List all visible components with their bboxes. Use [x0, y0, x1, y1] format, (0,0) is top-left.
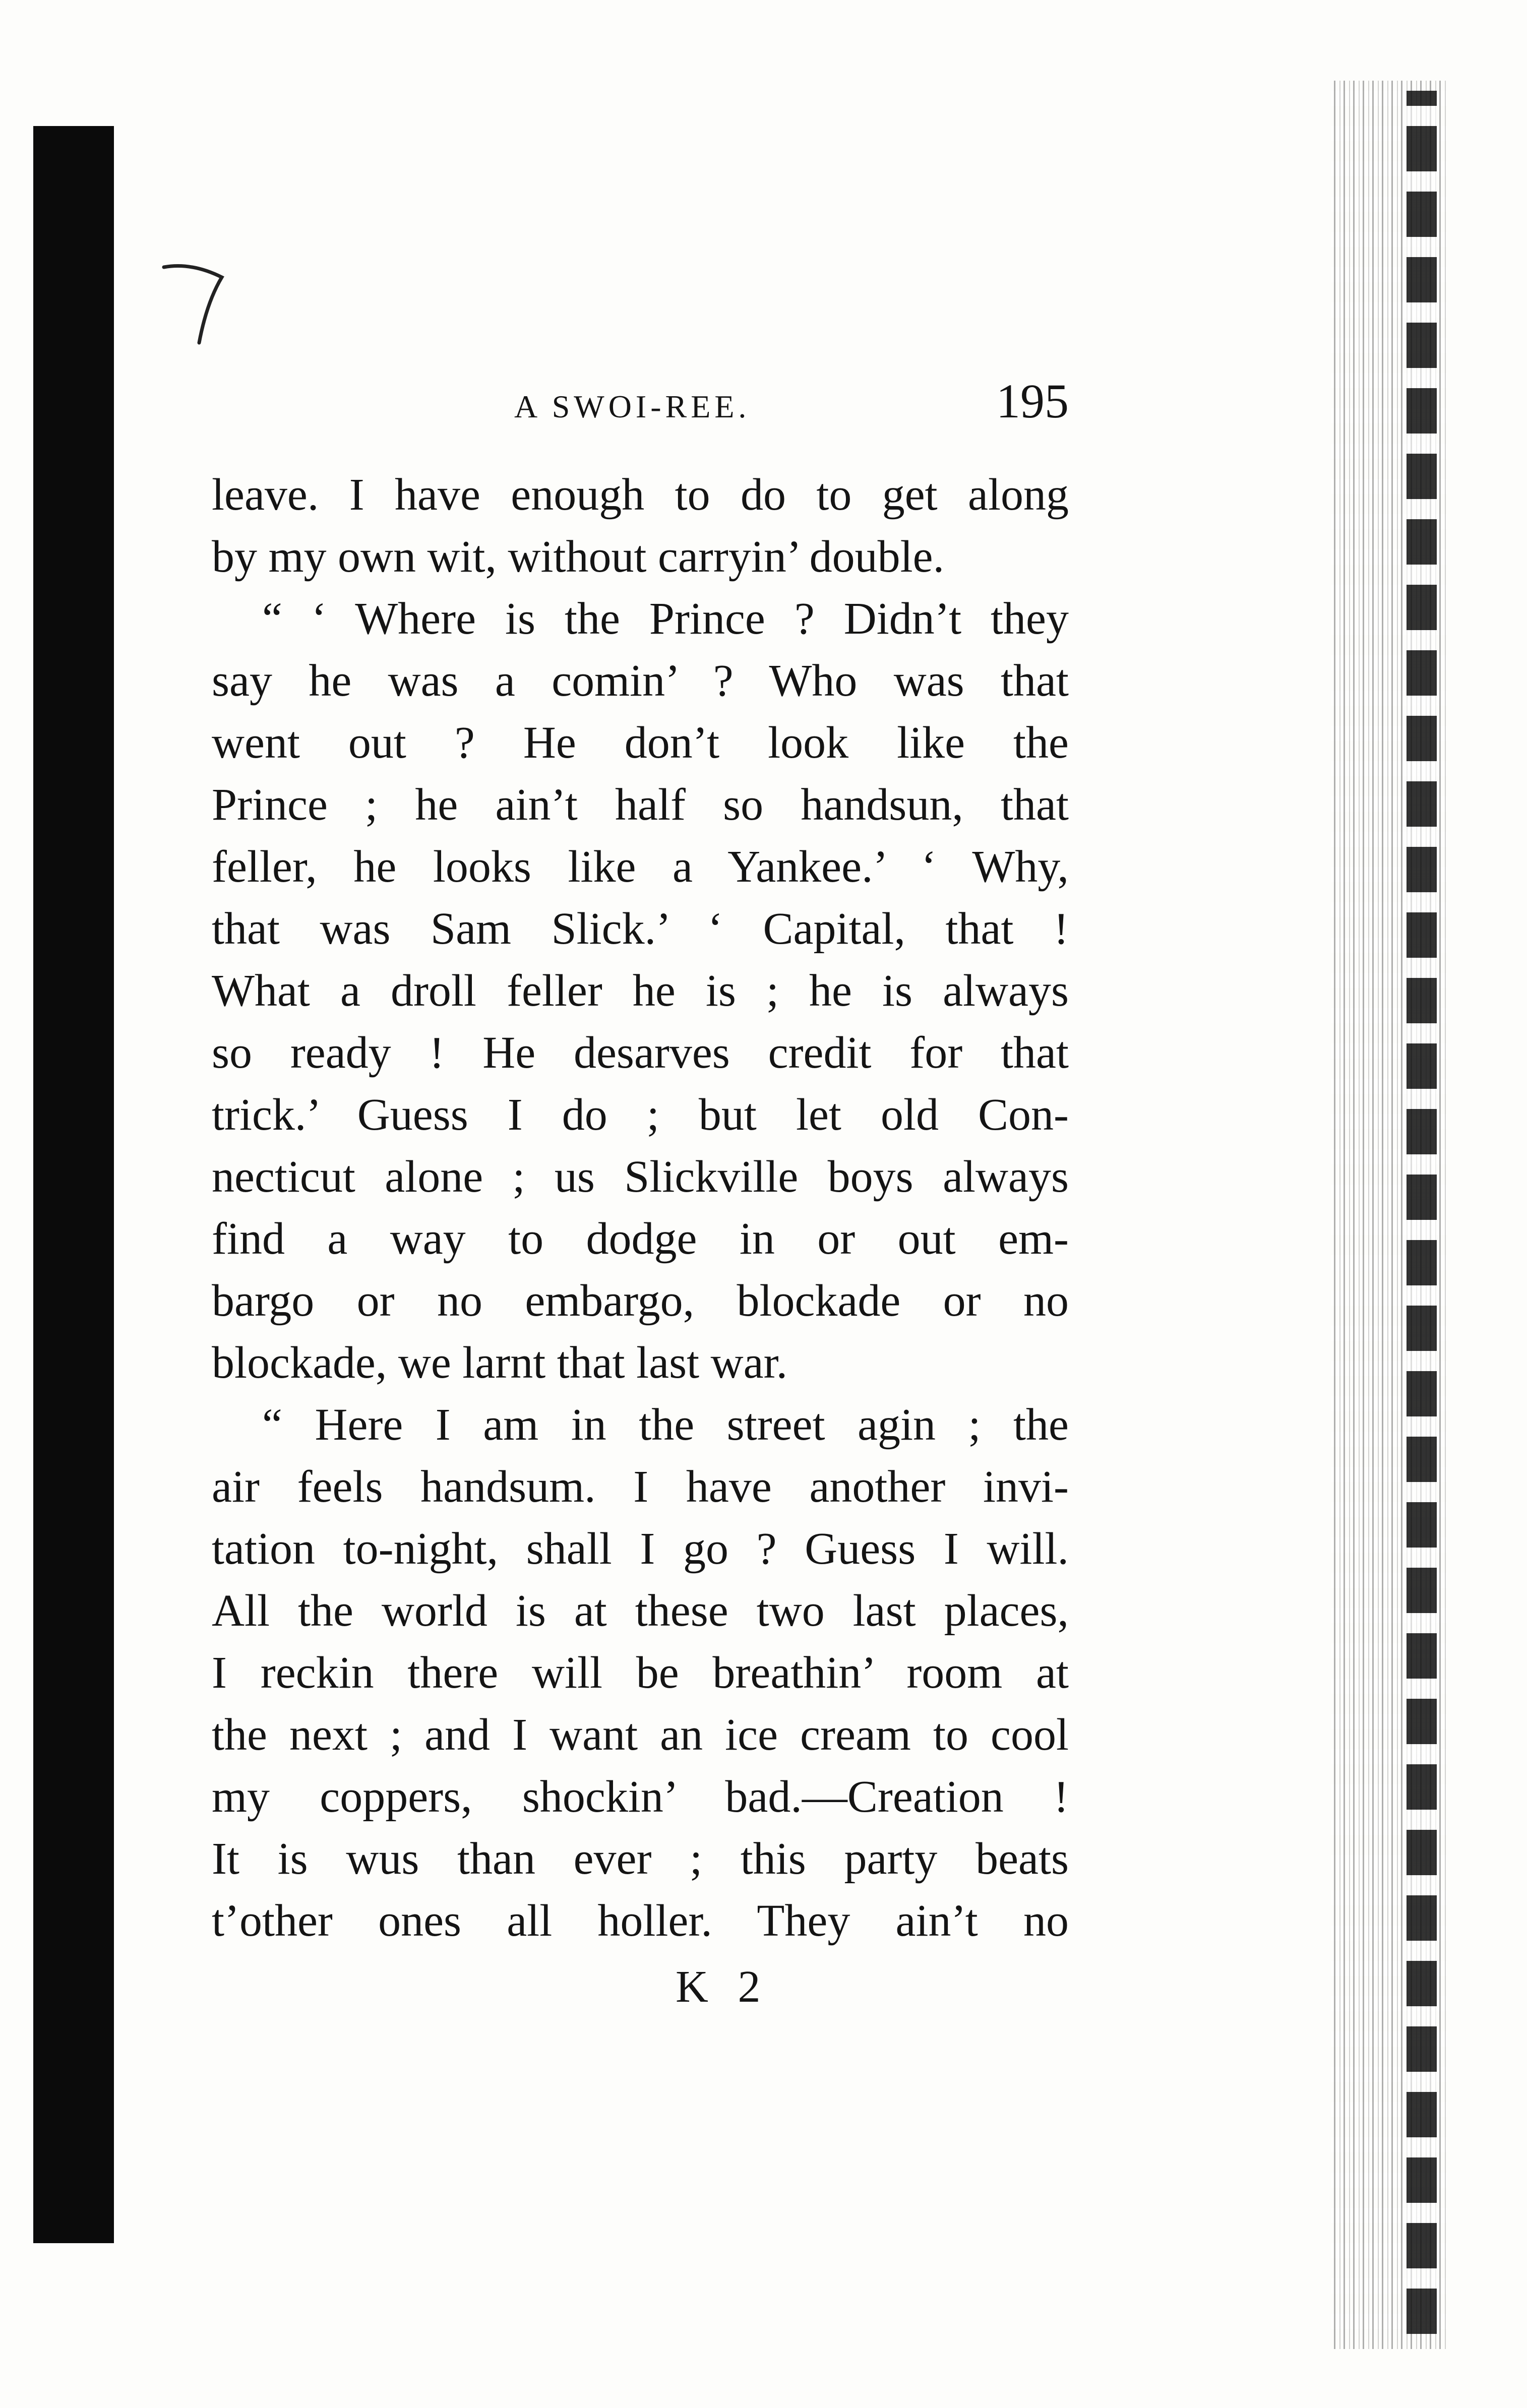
text-line: air feels handsum. I have another invi- [212, 1462, 1069, 1512]
text-line: t’other ones all holler. They ain’t no [212, 1896, 1069, 1946]
body-text [212, 464, 1069, 1952]
pencil-mark-icon [161, 257, 232, 348]
text-line: bargo or no embargo, blockade or no [212, 1276, 1069, 1326]
page-header [212, 368, 1069, 439]
text-line: blockade, we larnt that last war. [212, 1338, 788, 1388]
text-line: All the world is at these two last places, [212, 1586, 1069, 1636]
text-line: It is wus than ever ; this party beats [212, 1834, 1069, 1884]
text-line: “ Here I am in the street agin ; the [262, 1400, 1069, 1450]
text-line: so ready ! He desarves credit for that [212, 1028, 1069, 1078]
text-line: by my own wit, without carryin’ double. [212, 532, 945, 582]
text-line: I reckin there will be breathin’ room at [212, 1648, 1069, 1698]
text-line: trick.’ Guess I do ; but let old Con- [212, 1090, 1069, 1140]
text-line: leave. I have enough to do to get along [212, 470, 1069, 520]
signature-mark: K 2 [676, 1962, 770, 2012]
page-number: 195 [996, 374, 1069, 428]
text-line: tation to-night, shall I go ? Guess I will. [212, 1524, 1069, 1574]
text-line: Prince ; he ain’t half so handsun, that [212, 780, 1069, 830]
text-line: my coppers, shockin’ bad.—Creation ! [212, 1772, 1069, 1822]
text-line: went out ? He don’t look like the [212, 718, 1069, 768]
scan-edge-dark [1407, 91, 1437, 2334]
running-head: A SWOI-REE. [514, 389, 751, 424]
text-line: the next ; and I want an ice cream to cool [212, 1710, 1069, 1760]
text-line: feller, he looks like a Yankee.’ ‘ Why, [212, 842, 1069, 892]
text-line: “ ‘ Where is the Prince ? Didn’t they [262, 594, 1069, 644]
text-line: find a way to dodge in or out em- [212, 1214, 1069, 1264]
text-line: say he was a comin’ ? Who was that [212, 656, 1069, 706]
text-line: that was Sam Slick.’ ‘ Capital, that ! [212, 904, 1069, 954]
text-line: necticut alone ; us Slickville boys always [212, 1152, 1069, 1202]
scan-binding-shadow [33, 126, 114, 2243]
text-line: What a droll feller he is ; he is always [212, 966, 1069, 1016]
